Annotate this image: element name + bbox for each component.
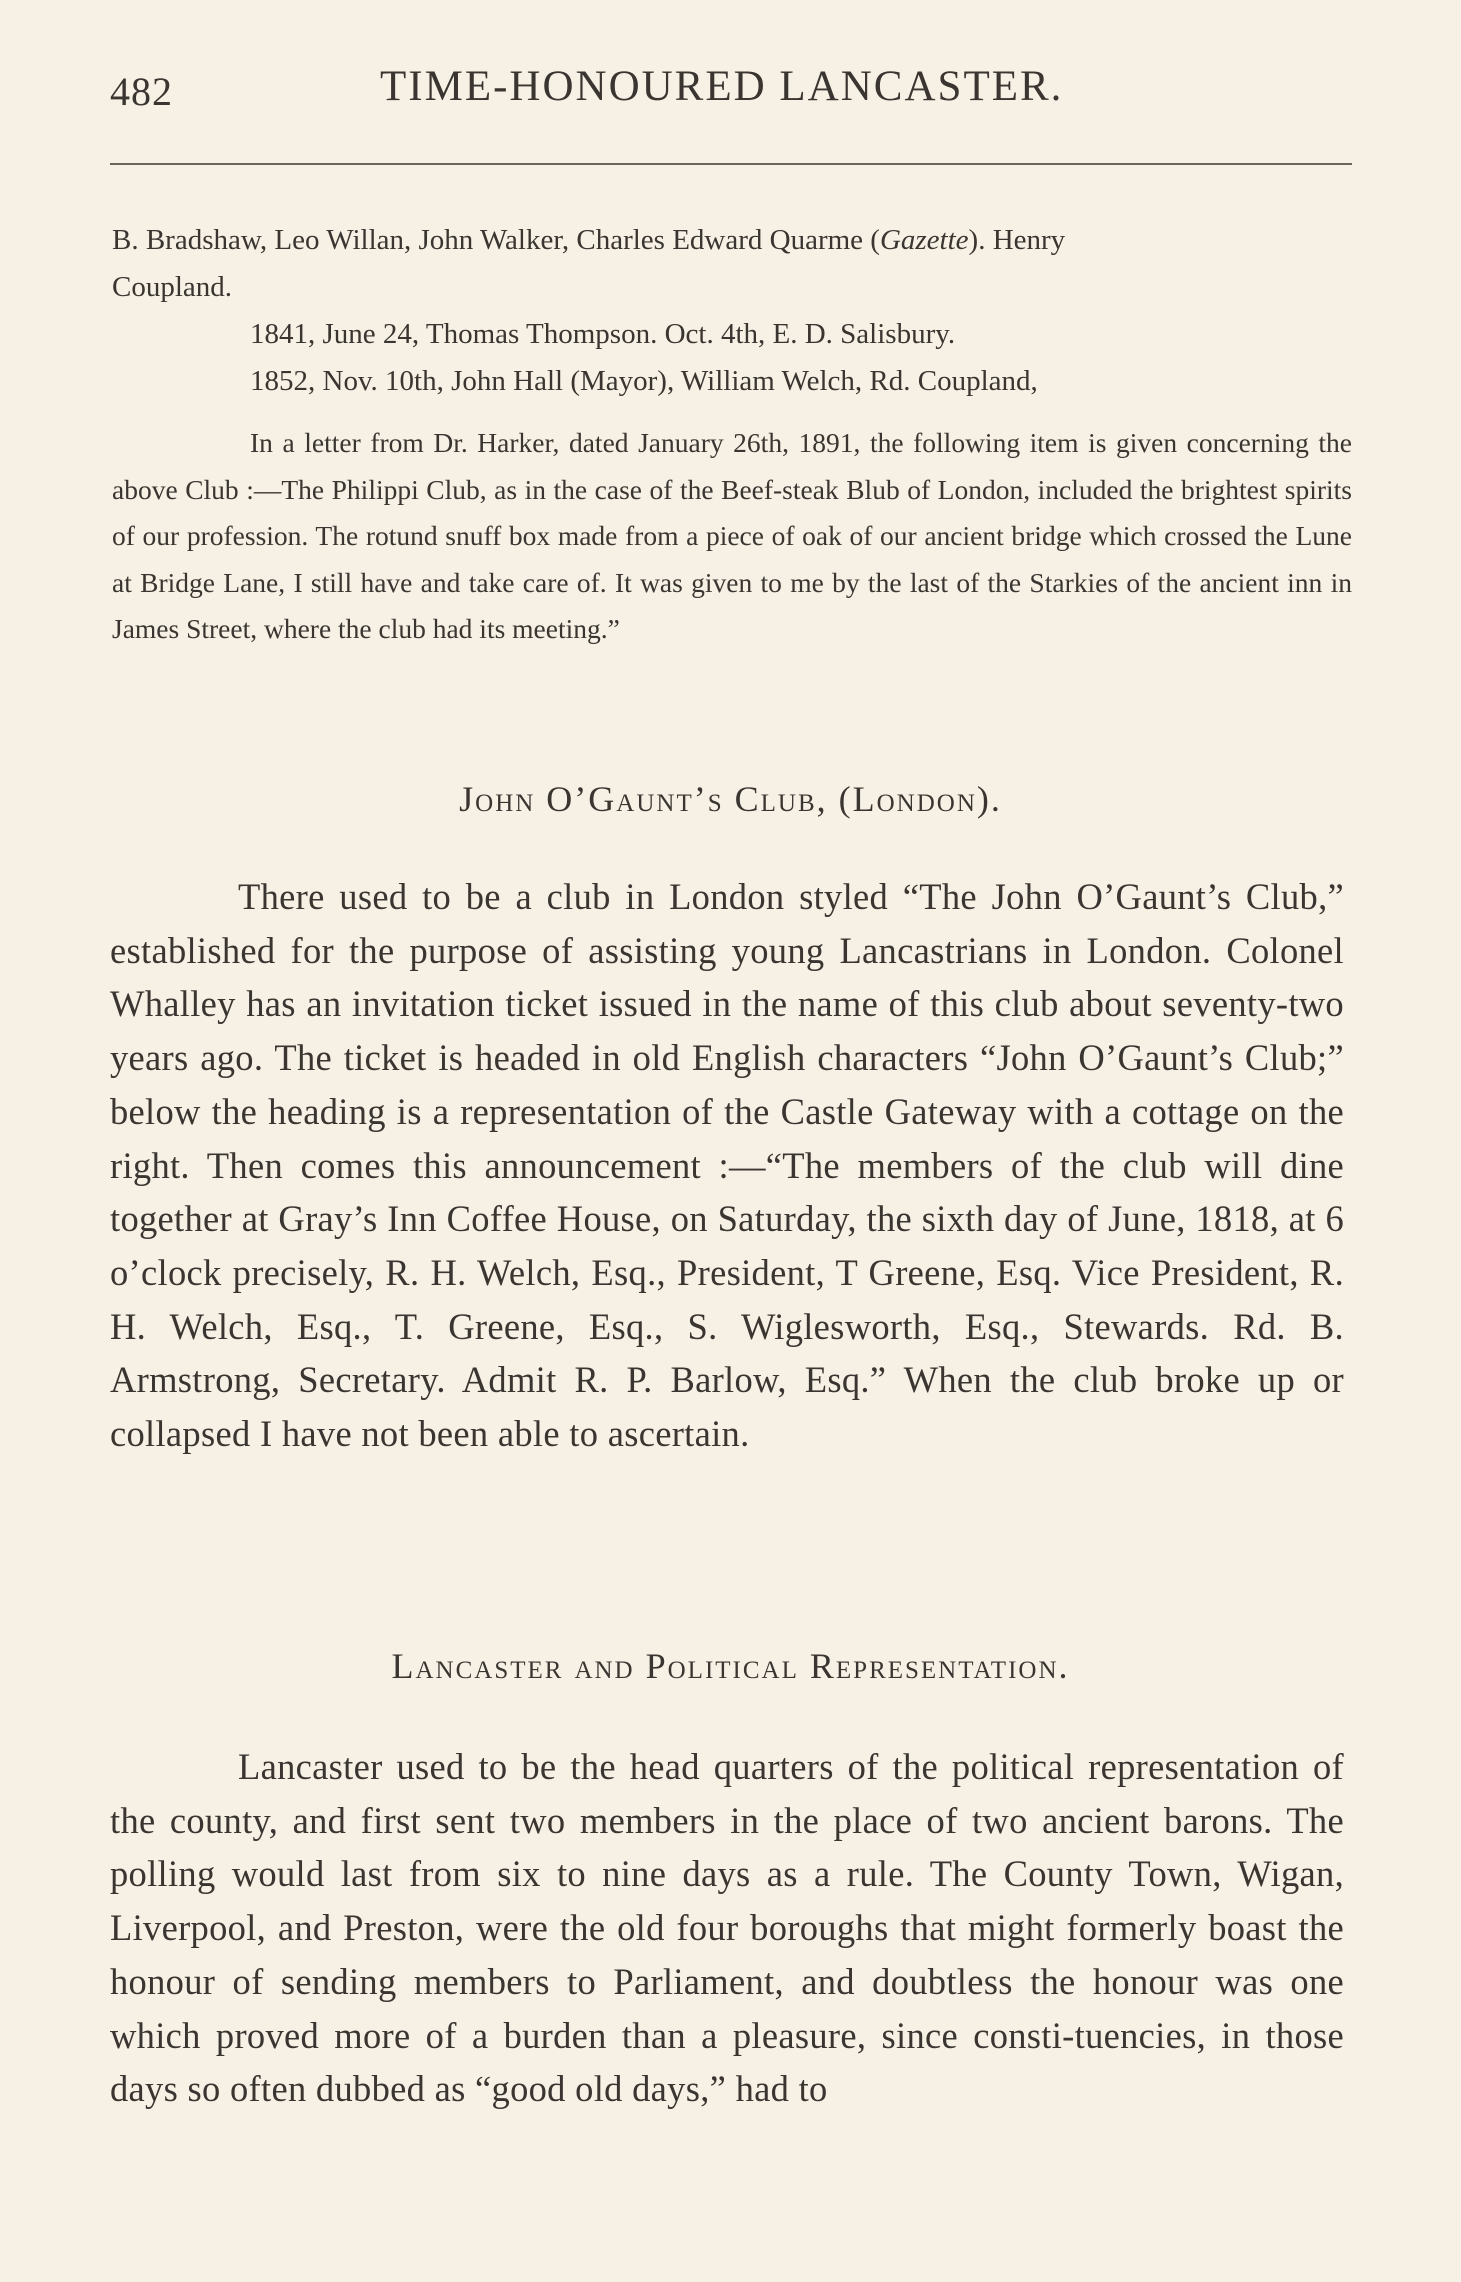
section-body-political — [110, 1740, 1344, 2116]
gaunt-paragraph: There used to be a club in London styled “The John O’Gaunt’s Club,” established for the purpose of assisting young Lancastrians in London. Colonel Whalley has an invitation ticket issued in the name of this club about seventy-two years ago. The ticket is headed in old English characters “John O’Gaunt’s Club;” below the heading is a representation of the Castle Gateway with a cottage on the right. Then comes this announcement :—“The members of the club will dine together at Gray’s Inn Coffee House, on Saturday, the sixth day of June, 1818, at 6 o’clock precisely, R. H. Welch, Esq., President, T Greene, Esq. Vice President, R. H. Welch, Esq., T. Greene, Esq., S. Wiglesworth, Esq., Stewards. Rd. B. Armstrong, Secretary. Admit R. P. Barlow, Esq.” When the club broke up or collapsed I have not been able to ascertain. — [110, 876, 1344, 1455]
header-rule — [110, 163, 1352, 165]
running-title: TIME-HONOURED LANCASTER. — [380, 63, 1064, 110]
running-head — [110, 62, 1350, 122]
members-line-2: Coupland. — [112, 271, 233, 303]
page-number: 482 — [110, 69, 173, 114]
section-heading-gaunt: John O’Gaunt’s Club, (London). — [459, 779, 1002, 819]
members-line-1: B. Bradshaw, Leo Willan, John Walker, Charles Edward Quarme (Gazette). Henry — [112, 224, 1066, 256]
gazette-citation: Gazette — [879, 224, 969, 256]
section-heading-political: Lancaster and Political Representation. — [391, 1646, 1070, 1686]
harker-letter-text: In a letter from Dr. Harker, dated January 26th, 1891, the following item is given concerning the above Club :—The Philippi Club, as in the case of the Beef-steak Blub of London, included the brightest spirits of our profession. The rotund snuff box made from a piece of oak of our ancient bridge which crossed the Lune at Bridge Lane, I still have and take care of. It was given to me by the last of the Starkies of the ancient inn in James Street, where the club had its meeting.” — [112, 427, 1352, 644]
section-body-gaunt — [110, 870, 1344, 1461]
entry-1852: 1852, Nov. 10th, John Hall (Mayor), William Welch, Rd. Coupland, — [250, 365, 1038, 397]
harker-letter — [112, 420, 1352, 653]
members-list — [112, 217, 1352, 405]
entry-1841: 1841, June 24, Thomas Thompson. Oct. 4th, E. D. Salisbury. — [250, 318, 956, 350]
political-paragraph: Lancaster used to be the head quarters of the political representation of the county, and first sent two members in the place of two ancient barons. The polling would last from six to nine days as a rule. The County Town, Wigan, Liverpool, and Preston, were the old four boroughs that might formerly boast the honour of sending members to Parliament, and doubtless the honour was one which proved more of a burden than a pleasure, since consti-tuencies, in those days so often dubbed as “good old days,” had to — [110, 1746, 1344, 2110]
